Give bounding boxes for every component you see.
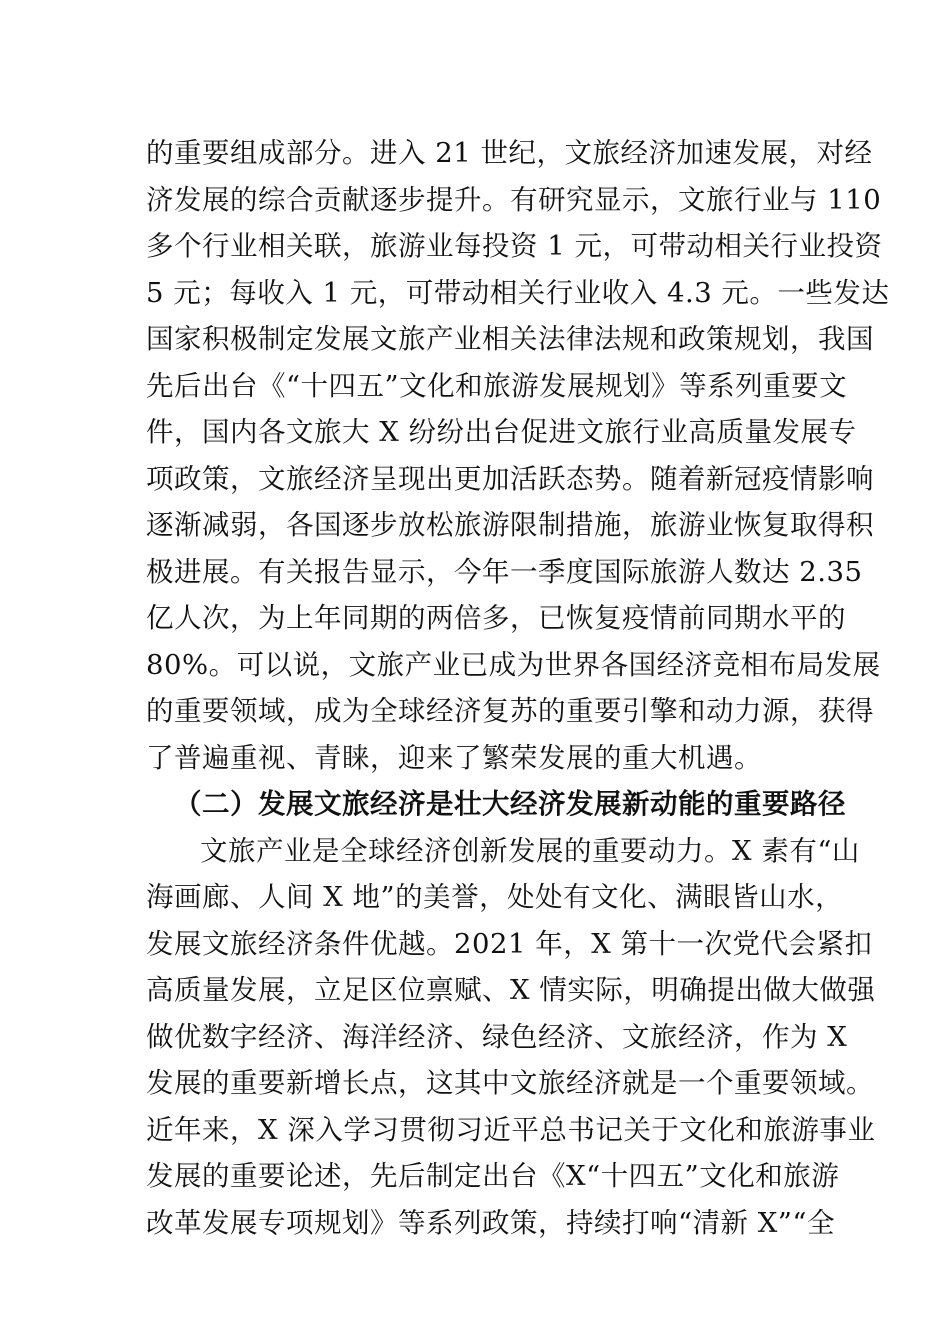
body-text-line: 了普遍重视、青睐，迎来了繁荣发展的重大机遇。 (146, 741, 762, 774)
section-heading: （二）发展文旅经济是壮大经济发展新动能的重要路径 (174, 788, 846, 820)
document-page (146, 130, 890, 1246)
body-text-line: 亿人次，为上年同期的两倍多，已恢复疫情前同期水平的 (146, 602, 846, 634)
body-text-line: 近年来，X 深入学习贯彻习近平总书记关于文化和旅游事业 (146, 1113, 876, 1146)
body-text-line: 海画廊、人间 X 地”的美誉，处处有文化、满眼皆山水， (146, 881, 844, 913)
body-text-line: 高质量发展，立足区位禀赋、X 情实际，明确提出做大做强 (146, 974, 876, 1006)
body-text-line: 80%。可以说，文旅产业已成为世界各国经济竞相布局发展 (146, 648, 881, 681)
body-text-line: 发展的重要论述，先后制定出台《X“十四五”文化和旅游 (146, 1160, 840, 1192)
body-text-line: 多个行业相关联，旅游业每投资 1 元，可带动相关行业投资 (146, 230, 883, 262)
body-text-line: 5 元；每收入 1 元，可带动相关行业收入 4.3 元。一些发达 (146, 276, 890, 309)
body-text-line: 的重要领域，成为全球经济复苏的重要引擎和动力源，获得 (146, 695, 874, 727)
body-text-line: 的重要组成部分。进入 21 世纪，文旅经济加速发展，对经 (146, 137, 873, 169)
body-text-line: 逐渐减弱，各国逐步放松旅游限制措施，旅游业恢复取得积 (146, 509, 874, 541)
body-text-line: 济发展的综合贡献逐步提升。有研究显示，文旅行业与 110 (146, 183, 882, 216)
body-text-line: 发展文旅经济条件优越。2021 年，X 第十一次党代会紧扣 (146, 927, 873, 960)
body-text-line: 发展的重要新增长点，这其中文旅经济就是一个重要领域。 (146, 1067, 874, 1099)
body-text-line: 改革发展专项规划》等系列政策，持续打响“清新 X”“全 (146, 1206, 835, 1239)
body-text-line: 极进展。有关报告显示，今年一季度国际旅游人数达 2.35 (146, 555, 863, 588)
body-text-line: 项政策，文旅经济呈现出更加活跃态势。随着新冠疫情影响 (146, 462, 874, 495)
body-text-line: 先后出台《“十四五”文化和旅游发展规划》等系列重要文 (146, 369, 848, 402)
body-text-line: 做优数字经济、海洋经济、绿色经济、文旅经济，作为 X (146, 1020, 848, 1053)
body-text-line: 文旅产业是全球经济创新发展的重要动力。X 素有“山 (200, 834, 860, 867)
body-text-line: 件，国内各文旅大 X 纷纷出台促进文旅行业高质量发展专 (146, 416, 857, 448)
body-text-line: 国家积极制定发展文旅产业相关法律法规和政策规划，我国 (146, 323, 874, 355)
